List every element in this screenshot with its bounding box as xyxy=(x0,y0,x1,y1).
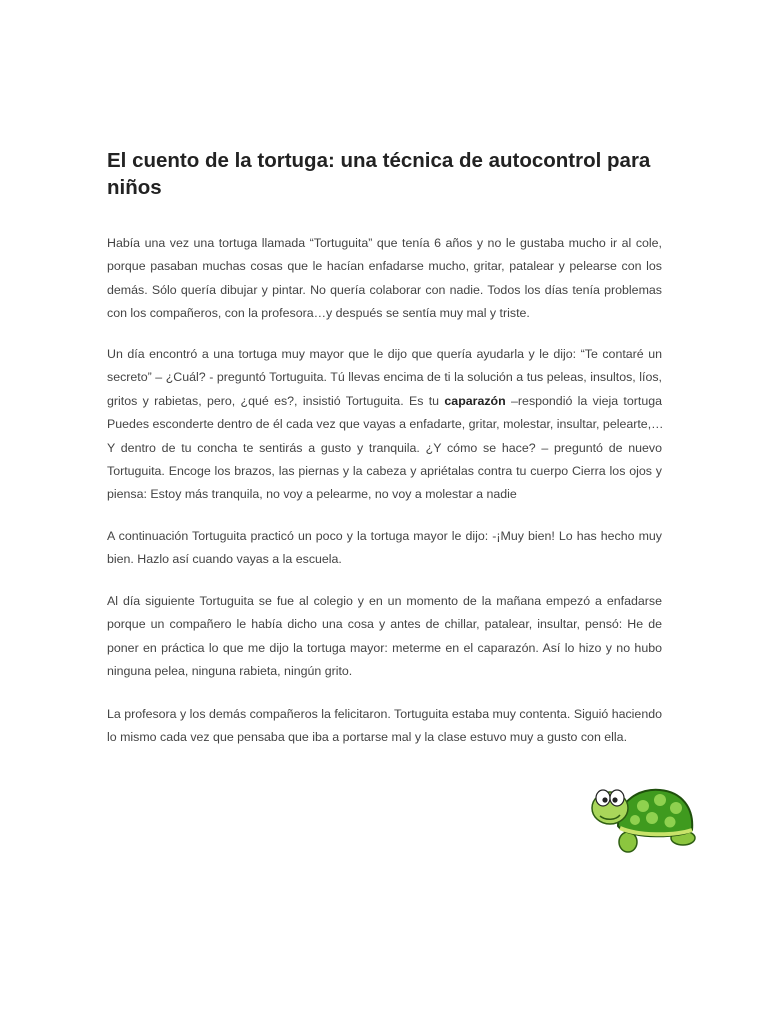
text-line: bien. Hazlo así cuando vayas a la escuela. xyxy=(107,552,342,567)
text-line: con los compañeros, con la profesora…y después se sentía muy mal y triste. xyxy=(107,306,530,321)
text-line: Había una vez una tortuga llamada “Tortuguita” que tenía 6 años y no le gustaba mucho ir al cole, xyxy=(107,236,662,250)
text-line: Al día siguiente Tortuguita se fue al colegio y en un momento de la mañana empezó a enfadarse xyxy=(107,594,662,608)
text-segment: –respondió la vieja tortuga xyxy=(511,393,662,408)
text-line: Puedes esconderte dentro de él cada vez que vayas a enfadarte, gritar, molestar, insultar, pelearte,… xyxy=(107,417,664,432)
paragraph-2 xyxy=(107,343,662,507)
turtle-icon xyxy=(588,778,698,856)
text-line: Un día encontró a una tortuga muy mayor que le dijo que quería ayudarla y le dijo: “Te contaré un xyxy=(107,347,662,361)
text-line: ninguna pelea, ninguna rabieta, ningún grito. xyxy=(107,664,353,679)
text-line: Y dentro de tu concha te sentirás a gusto y tranquila. ¿Y cómo se hace? – preguntó de nuevo xyxy=(107,440,662,455)
text-line: A continuación Tortuguita practicó un poco y la tortuga mayor le dijo: -¡Muy bien! Lo has hecho muy xyxy=(107,529,662,543)
text-line xyxy=(107,390,662,413)
text-line: porque pasaban muchas cosas que le hacían enfadarse mucho, gritar, patalear y pelearse con los xyxy=(107,259,662,274)
text-segment: gritos y rabietas, pero, ¿qué es?, insistió Tortuguita. Es tu xyxy=(107,393,440,408)
text-line: La profesora y los demás compañeros la felicitaron. Tortuguita estaba muy contenta. Siguió haciendo xyxy=(107,707,662,721)
text-line: demás. Sólo quería dibujar y pintar. No quería colaborar con nadie. Todos los días tenía problemas xyxy=(107,282,662,297)
bold-word: caparazón xyxy=(444,393,506,408)
paragraph-4 xyxy=(107,590,662,684)
paragraph-1 xyxy=(107,232,662,326)
paragraph-3 xyxy=(107,525,662,572)
page-title: El cuento de la tortuga: una técnica de autocontrol para niños xyxy=(107,149,651,199)
text-line: secreto” – ¿Cuál? - preguntó Tortuguita. Tú llevas encima de ti la solución a tus peleas, insultos, líos, xyxy=(107,370,662,385)
text-line: lo mismo cada vez que pensaba que iba a portarse mal y la clase estuvo muy a gusto con ella. xyxy=(107,730,628,745)
paragraph-5 xyxy=(107,703,662,750)
text-line: porque un compañero le había dicho una cosa y antes de chillar, patalear, insultar, pensó: He de xyxy=(107,617,662,632)
text-line: poner en práctica lo que me dijo la tortuga mayor: meterme en el caparazón. Así lo hizo y no hubo xyxy=(107,640,662,655)
text-line: piensa: Estoy más tranquila, no voy a pelearme, no voy a molestar a nadie xyxy=(107,487,517,502)
text-line: Tortuguita. Encoge los brazos, las piernas y la cabeza y apriétalas contra tu cuerpo Cierra los ojos y xyxy=(107,464,662,479)
